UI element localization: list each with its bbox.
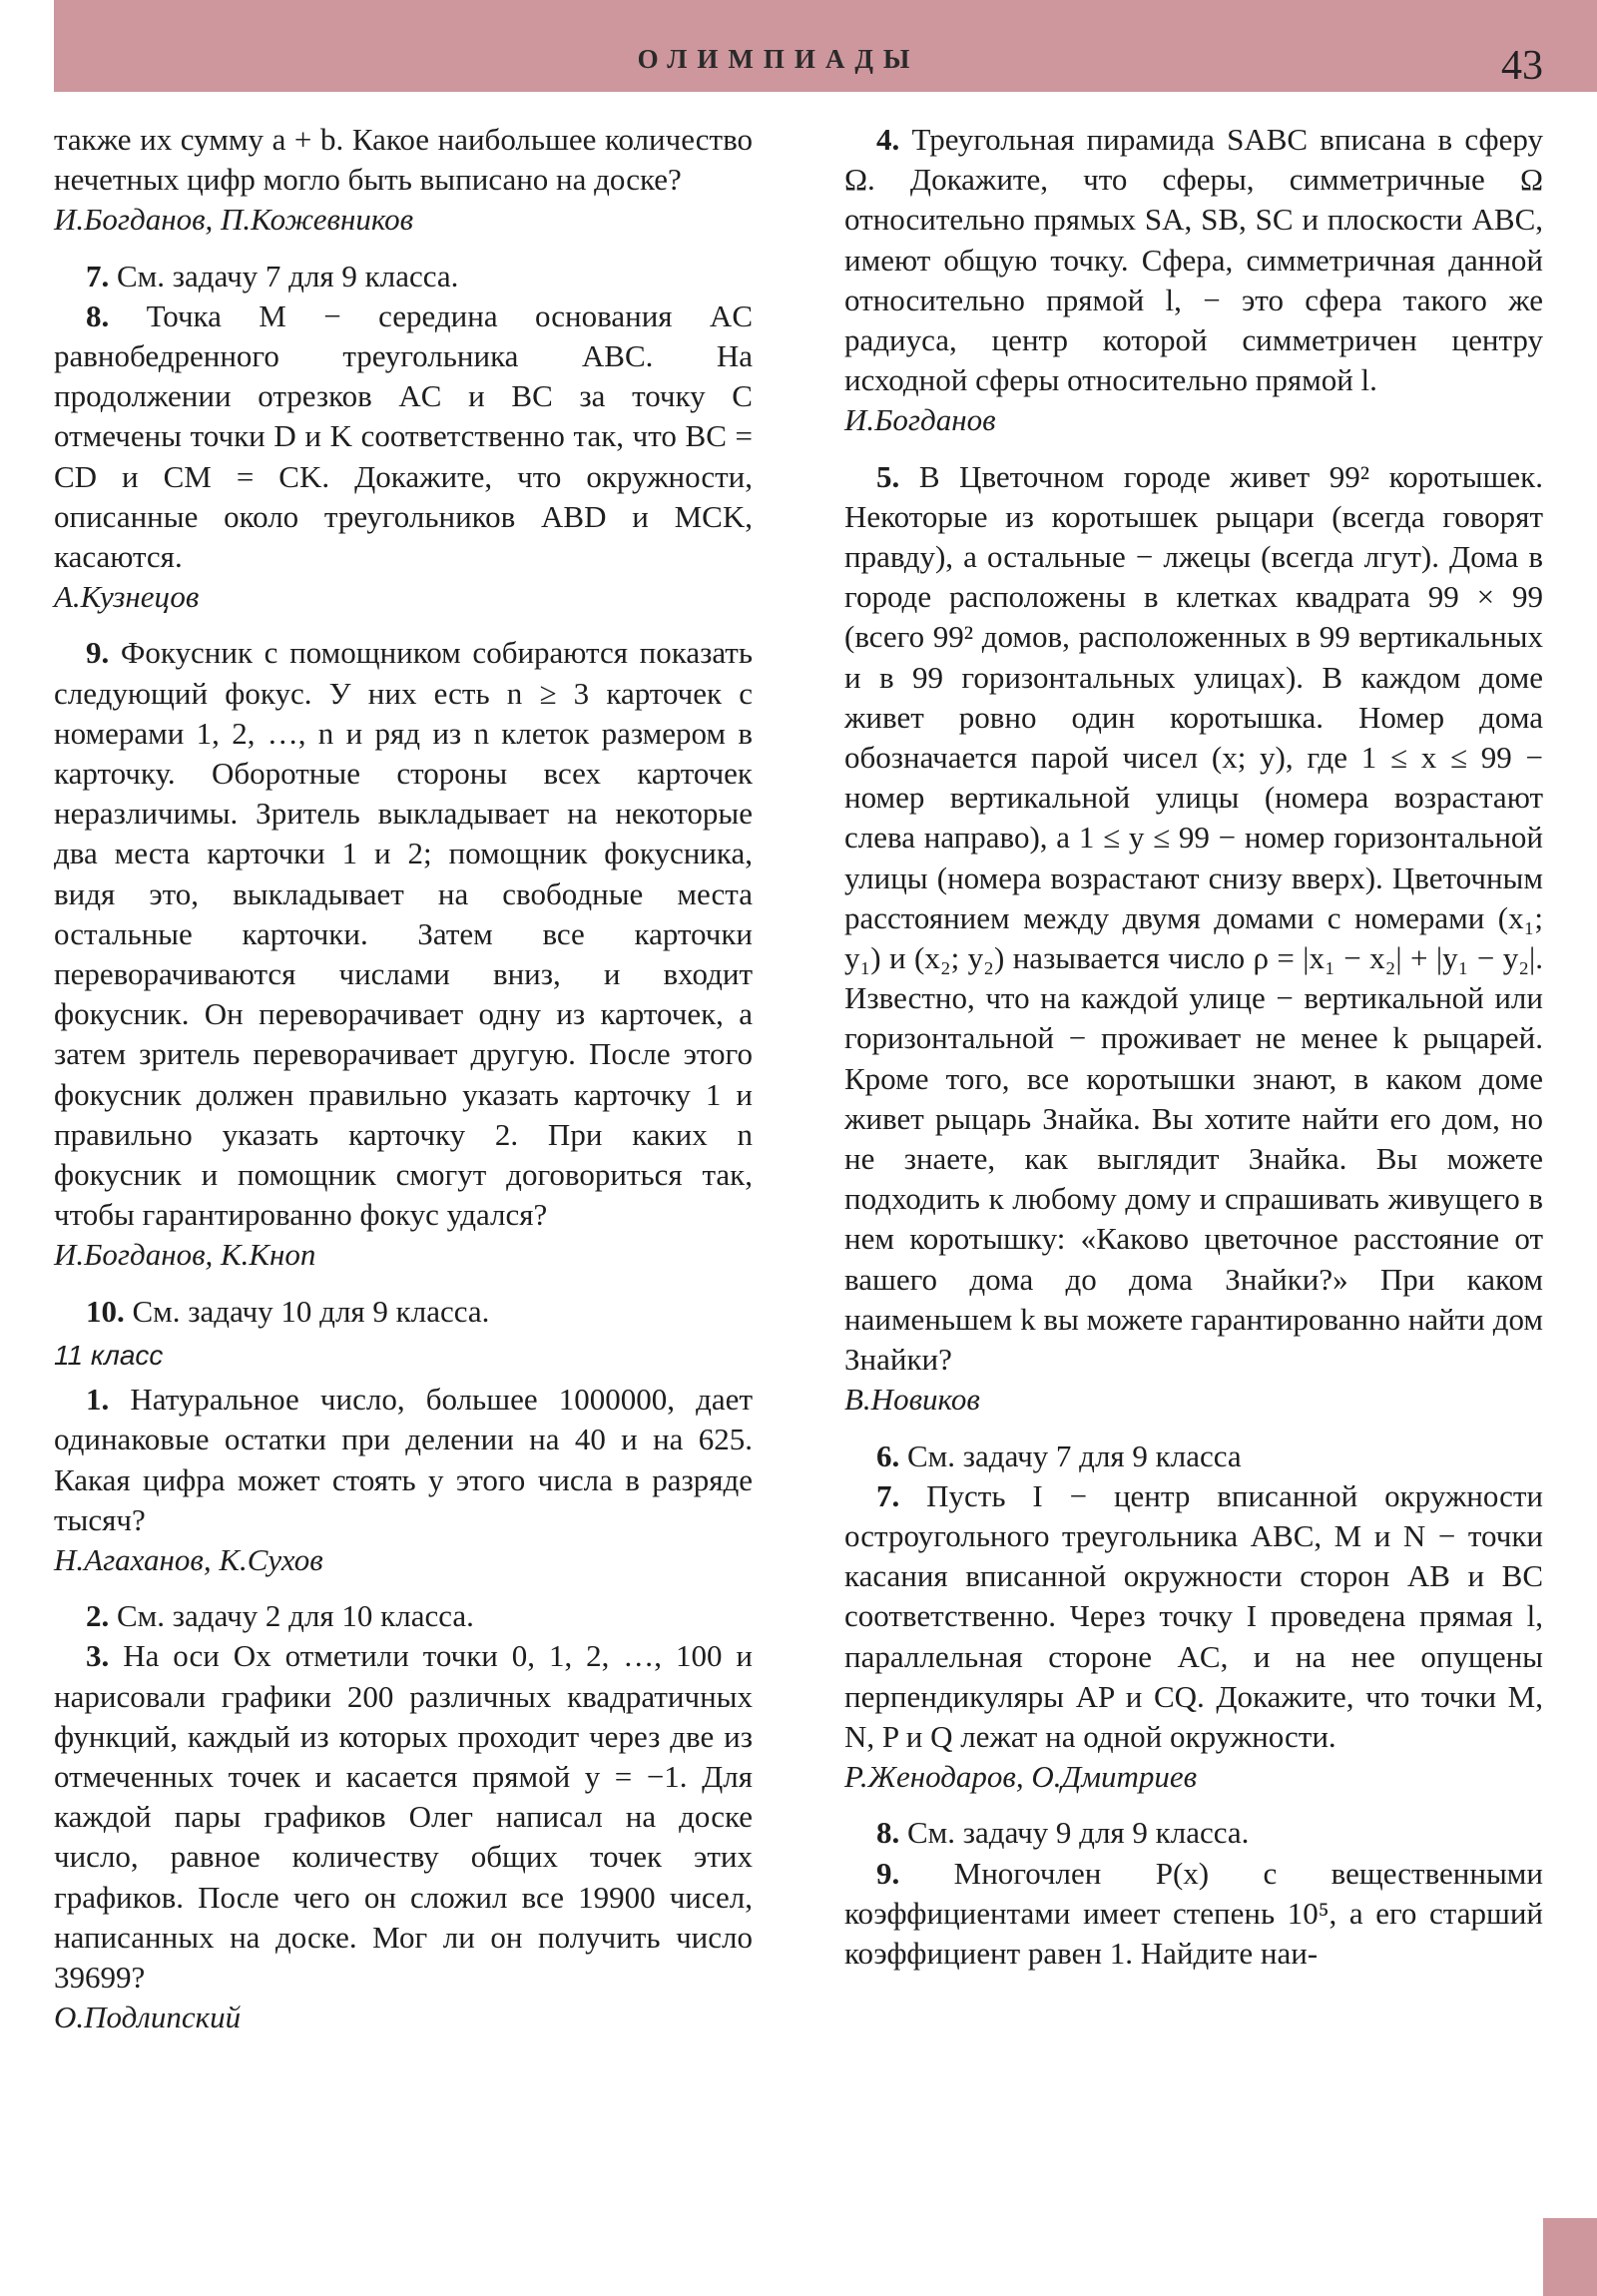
problem-text: См. задачу 7 для 9 класса (907, 1437, 1242, 1473)
problem-number: 7. (876, 1477, 900, 1513)
problem-number: 8. (86, 297, 110, 333)
problem-author: А.Кузнецов (54, 579, 200, 615)
problem-paragraph (844, 120, 1543, 400)
page-number: 43 (1501, 43, 1543, 89)
problem-text: Пусть I − центр вписанной окружности остроугольного треугольника ABC, M и N − точки касания вписанной окружности сторон AB и BC соответственно. Через точку I проведена прямая l, параллельная стороне AC, и на нее опущены перпендикуляры AP и CQ. Докажите, что точки M, N, P и Q лежат на одной окружности. (844, 1477, 1543, 1754)
problem-author: И.Богданов, П.Кожевников (54, 202, 414, 238)
class-heading: 11 класс (54, 1339, 164, 1371)
problem-author: О.Подлипский (54, 2000, 242, 2035)
problem-author: И.Богданов (844, 402, 996, 438)
problem-paragraph (54, 1636, 753, 1998)
problem-paragraph (54, 1596, 753, 1636)
problem-paragraph (54, 257, 753, 296)
problem-number: 5. (876, 458, 900, 494)
problem-number: 9. (86, 635, 110, 671)
problem-number: 1. (86, 1382, 110, 1418)
problem-paragraph (844, 457, 1543, 1381)
problem-paragraph (844, 1854, 1543, 1975)
problem-number: 10. (86, 1293, 125, 1329)
problem-text: В Цветочном городе живет 99² коротышек. Некоторые из коротышек рыцари (всегда говорят правду), а остальные − лжецы (всегда лгут). Дома в городе расположены в клетках квадрата 99 × 99 (всего 99² домов, расположенных в 99 вертикальных и в 99 горизонтальных улицах). В каждом доме живет ровно один коротышка. Номер дома обозначается парой чисел (x; y), где 1 ≤ x ≤ 99 − номер вертикальной улицы (номера возрастают слева направо), а 1 ≤ y ≤ 99 − номер горизонтальной улицы (номера возрастают снизу вверх). Цветочным расстоянием между двумя домами с номерами (x₁; y₁) и (x₂; y₂) называется число ρ = |x₁ − x₂| + |y₁ − y₂|. Известно, что на каждой улице − вертикальной или горизонтальной − проживает не менее k рыцарей. Кроме того, все коротышки знают, в каком доме живет рыцарь Знайка. Вы хотите найти его дом, но не знаете, как выглядит Знайка. Вы можете подходить к любому дому и спрашивать живущего в нем коротышку: «Каково цветочное расстояние от вашего дома до дома Знайки?» При каком наименьшем k вы можете гарантированно найти дом Знайки? (844, 458, 1543, 1378)
problem-paragraph (54, 296, 753, 577)
problem-text: Треугольная пирамида SABC вписана в сферу Ω. Докажите, что сферы, симметричные Ω относительно прямых SA, SB, SC и плоскости ABC, имеют общую точку. Сфера, симметричная данной относительно прямой l, − это сфера такого же радиуса, центр которой симметричен центру исходной сферы относительно прямой l. (844, 122, 1543, 398)
problem-paragraph (54, 1292, 753, 1332)
problem-paragraph (844, 1436, 1543, 1476)
problem-number: 9. (876, 1855, 900, 1891)
section-title: ОЛИМПИАДЫ (637, 44, 920, 74)
right-column (844, 120, 1543, 1974)
problem-author: Р.Женодаров, О.Дмитриев (844, 1759, 1198, 1795)
problem-text: См. задачу 7 для 9 класса. (117, 258, 459, 293)
problem-paragraph (54, 633, 753, 1235)
left-column (54, 120, 753, 2053)
problem-number: 6. (876, 1437, 900, 1473)
problem-author: И.Богданов, К.Кноп (54, 1237, 316, 1273)
problem-number: 4. (876, 122, 900, 157)
problem-text: Многочлен P(x) с вещественными коэффициентами имеет степень 10⁵, а его старший коэффициент равен 1. Найдите наи- (844, 1855, 1543, 1971)
problem-number: 8. (876, 1815, 900, 1851)
problem-text: См. задачу 10 для 9 класса. (132, 1293, 490, 1329)
problem-text: На оси Ox отметили точки 0, 1, 2, …, 100 и нарисовали графики 200 различных квадратичных функций, каждый из которых проходит через две из отмеченных точек и касается прямой y = −1. Для каждой пары графиков Олег написал на доске число, равное количеству общих точек этих графиков. После чего он сложил все 19900 чисел, написанных на доске. Мог ли он получить число 39699? (54, 1638, 753, 1995)
problem-number: 7. (86, 258, 110, 293)
problem-paragraph (54, 1380, 753, 1540)
corner-block (1543, 2218, 1597, 2296)
problem-text: См. задачу 9 для 9 класса. (907, 1815, 1250, 1851)
problem-number: 3. (86, 1638, 110, 1674)
problem-text: Натуральное число, большее 1000000, дает одинаковые остатки при делении на 40 и на 625. Какая цифра может стоять у этого числа в разряде тысяч? (54, 1382, 753, 1537)
problem-author: В.Новиков (844, 1382, 980, 1418)
problem-text: Фокусник с помощником собираются показать следующий фокус. У них есть n ≥ 3 карточек с номерами 1, 2, …, n и ряд из n клеток размером в карточку. Оборотные стороны всех карточек неразличимы. Зритель выкладывает на некоторые два места карточки 1 и 2; помощник фокусника, видя это, выкладывает на свободные места остальные карточки. Затем все карточки переворачиваются числами вниз, и входит фокусник. Он переворачивает одну из карточек, а затем зритель переворачивает другую. После этого фокусник должен правильно указать карточку 1 и правильно указать карточку 2. При каких n фокусник и помощник смогут договориться так, чтобы гарантированно фокус удался? (54, 635, 753, 1233)
problem-paragraph (844, 1813, 1543, 1853)
problem-author: Н.Агаханов, К.Сухов (54, 1541, 323, 1577)
problem-text: См. задачу 2 для 10 класса. (117, 1598, 474, 1634)
problem-paragraph (844, 1476, 1543, 1757)
problem-text: Точка M − середина основания AC равнобедренного треугольника ABC. На продолжении отрезков AC и BC за точку C отмечены точки D и K соответственно так, что BC = CD и CM = CK. Докажите, что окружности, описанные около треугольников ABD и MCK, касаются. (54, 297, 753, 575)
problem-number: 2. (86, 1598, 110, 1634)
continued-text: также их сумму a + b. Какое наибольшее количество нечетных цифр могло быть выписано на доске? (54, 122, 753, 198)
